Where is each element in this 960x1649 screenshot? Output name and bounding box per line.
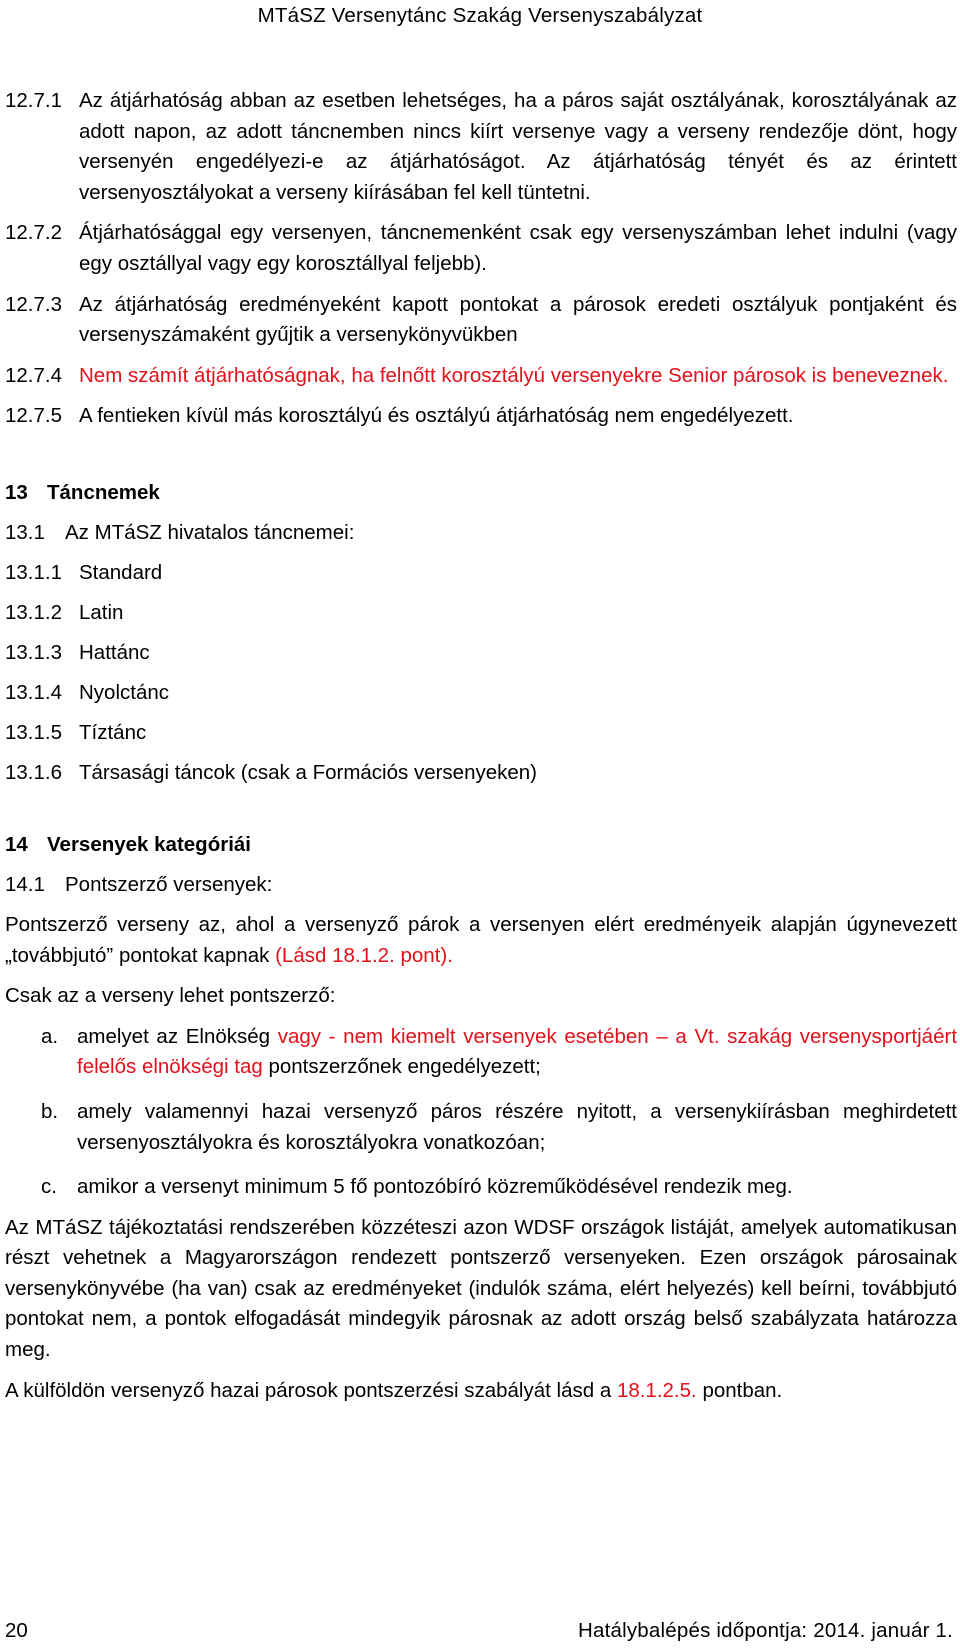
reference-link[interactable]: (Lásd 18.1.2. pont).	[275, 943, 453, 967]
item-text-post: pontszerzőnek engedélyezett;	[268, 1055, 541, 1079]
paragraph-text-post: pontban.	[702, 1378, 783, 1402]
heading-title: Az MTáSZ hivatalos táncnemei:	[65, 520, 355, 544]
list-item	[5, 718, 957, 748]
section-12-7-2	[5, 218, 957, 279]
heading-title: Versenyek kategóriái	[47, 832, 251, 856]
heading-number: 13	[5, 480, 28, 504]
item-letter: a.	[41, 1024, 59, 1048]
heading-number: 14	[5, 832, 28, 856]
item-label: Latin	[79, 600, 124, 624]
section-text: Az átjárhatóság abban az esetben lehetséges, ha a páros saját osztályának, korosztályának az adott napon, az adott táncnemben nincs kiírt versenye vagy a verseny rendezője dönt, hogy versenyén engedélyezi-e az átjárhatóságot. Az átjárhatóság tényét és az érintett versenyosztályokat a verseny kiírásában fel kell tüntetni.	[79, 89, 957, 204]
heading-14-1	[5, 870, 957, 900]
paragraph-text: Pontszerző verseny az, ahol a versenyző párok a versenyen elért eredményeik alapján úgynevezett „továbbjutó” pontokat kapnak	[5, 912, 957, 967]
heading-13	[5, 478, 957, 508]
item-text	[77, 1022, 957, 1083]
section-text-highlighted: Nem számít átjárhatóságnak, ha felnőtt korosztályú versenyekre Senior párosok is beneveznek.	[79, 363, 949, 387]
heading-number: 13.1	[5, 520, 45, 544]
item-number: 13.1.1	[5, 560, 62, 584]
paragraph	[5, 910, 957, 971]
list-item-b	[5, 1097, 957, 1158]
section-12-7-4	[5, 361, 957, 392]
item-text: amikor a versenyt minimum 5 fő pontozóbíró közreműködésével rendezik meg.	[77, 1175, 793, 1199]
list-item	[5, 598, 957, 628]
paragraph	[5, 1213, 957, 1366]
item-label: Tíztánc	[79, 720, 147, 744]
item-text-highlighted: vagy - nem kiemelt versenyek esetében – a Vt. szakág versenysportjáért felelős elnökségi tag	[77, 1024, 958, 1079]
section-number: 12.7.3	[5, 292, 62, 316]
section-text: Az átjárhatóság eredményeként kapott pontokat a párosok eredeti osztályuk pontjaként és versenyszámaként gyűjtik a versenykönyvükben	[79, 292, 957, 347]
item-number: 13.1.5	[5, 720, 62, 744]
item-number: 13.1.2	[5, 600, 62, 624]
heading-title: Táncnemek	[47, 480, 160, 504]
paragraph-text-pre: A külföldön versenyző hazai párosok pontszerzési szabályát lásd a	[5, 1378, 612, 1402]
heading-14	[5, 830, 957, 860]
list-item	[5, 558, 957, 588]
reference-link[interactable]: 18.1.2.5.	[616, 1378, 697, 1402]
item-label: Hattánc	[79, 640, 150, 664]
paragraph	[5, 1376, 957, 1407]
list-item	[5, 678, 957, 708]
item-text: amely valamennyi hazai versenyző páros részére nyitott, a versenykiírásban meghirdetett versenyosztályokra és korosztályokra vonatkozóan;	[77, 1099, 957, 1154]
heading-13-1	[5, 518, 957, 548]
item-letter: b.	[41, 1099, 59, 1123]
item-number: 13.1.3	[5, 640, 62, 664]
section-12-7-1	[5, 86, 957, 208]
section-number: 12.7.1	[5, 89, 62, 112]
section-number: 12.7.5	[5, 404, 62, 428]
item-label: Nyolctánc	[79, 680, 170, 704]
list-item-c	[5, 1172, 957, 1203]
page-header: MTáSZ Versenytánc Szakág Versenyszabályzat	[257, 4, 703, 27]
section-text: A fentieken kívül más korosztályú és osztályú átjárhatóság nem engedélyezett.	[79, 404, 794, 428]
section-12-7-3	[5, 290, 957, 351]
paragraph-text: Csak az a verseny lehet pontszerző:	[5, 984, 336, 1008]
section-text: Átjárhatósággal egy versenyen, táncnemenként csak egy versenyszámban lehet indulni (vagy egy osztállyal vagy egy korosztállyal feljebb).	[79, 221, 957, 275]
heading-number: 14.1	[5, 872, 45, 896]
list-item-a	[5, 1022, 957, 1083]
section-12-7-5	[5, 401, 957, 432]
document-body	[5, 86, 957, 1416]
paragraph	[5, 981, 957, 1012]
item-number: 13.1.6	[5, 760, 62, 784]
heading-title: Pontszerző versenyek:	[65, 872, 273, 896]
section-number: 12.7.4	[5, 363, 62, 387]
item-number: 13.1.4	[5, 680, 62, 704]
paragraph-text: Az MTáSZ tájékoztatási rendszerében közzéteszi azon WDSF országok listáját, amelyek automatikusan részt vehetnek a Magyarországon rendezett pontszerző versenyeken. Ezen országok párosainak versenykönyvébe (ha van) csak az eredményeket (indulók száma, elért helyezés) kell beírni, továbbjutó pontokat nem, a pontok elfogadását mindegyik párosnak az adott ország belső szabályzata határozza meg.	[5, 1215, 957, 1362]
effective-date: Hatálybalépés időpontja: 2014. január 1.	[578, 1619, 953, 1642]
item-label: Standard	[79, 560, 163, 584]
list-item	[5, 638, 957, 668]
section-number: 12.7.2	[5, 221, 62, 245]
item-text-pre: amelyet az Elnökség	[77, 1024, 271, 1048]
list-item	[5, 758, 957, 788]
item-label: Társasági táncok (csak a Formációs versenyeken)	[79, 760, 538, 784]
item-letter: c.	[41, 1175, 57, 1199]
page-number: 20	[5, 1619, 28, 1642]
